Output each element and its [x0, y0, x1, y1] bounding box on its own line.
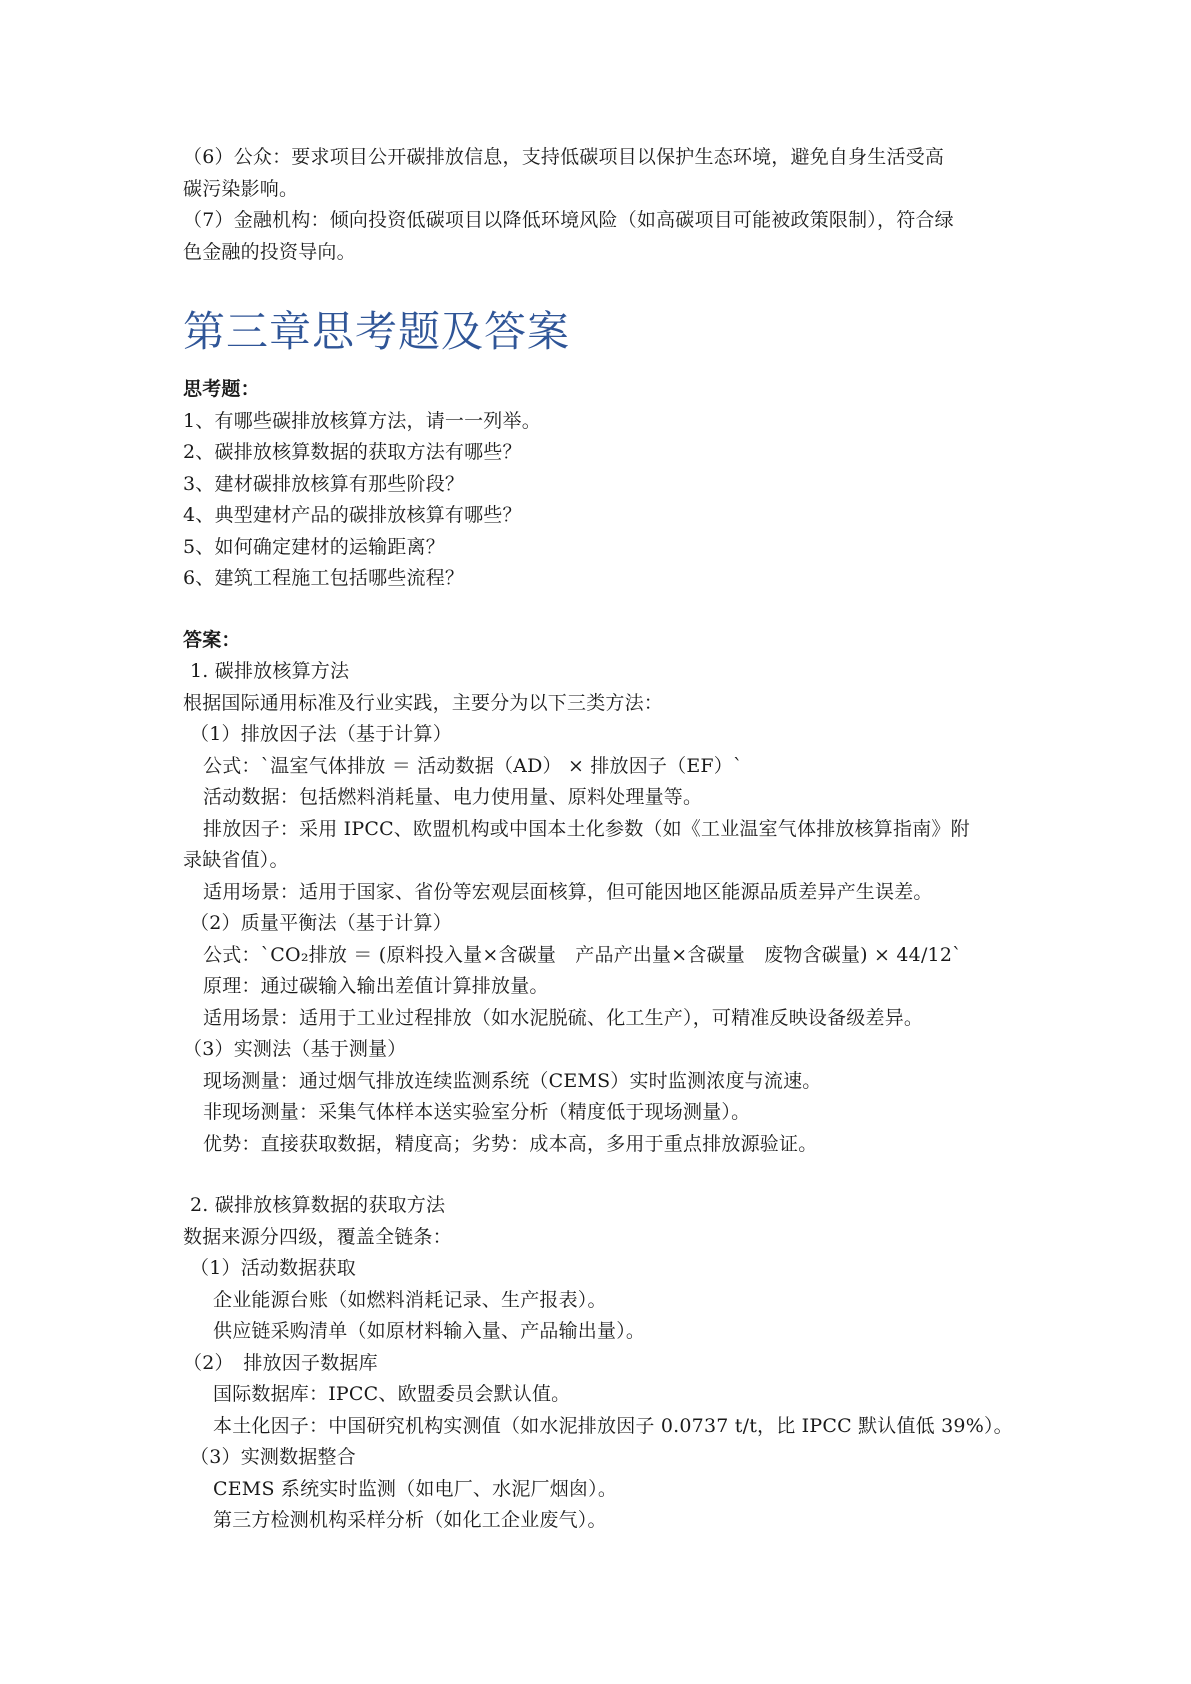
question-item: 6、建筑工程施工包括哪些流程？	[183, 567, 465, 589]
item-6-line-1: （6）公众：要求项目公开碳排放信息，支持低碳项目以保护生态环境，避免自身生活受高	[183, 146, 945, 168]
answer-1-intro: 根据国际通用标准及行业实践，主要分为以下三类方法：	[183, 691, 664, 714]
question-item: 4、典型建材产品的碳排放核算有哪些？	[183, 504, 522, 526]
method-2-title: （2）质量平衡法（基于计算）	[190, 912, 452, 934]
question-item: 3、建材碳排放核算有那些阶段？	[183, 472, 465, 495]
method-3-title: （3）实测法（基于测量）	[183, 1038, 407, 1060]
method-3-onsite: 现场测量：通过烟气排放连续监测系统（CEMS）实时监测浓度与流速。	[203, 1069, 822, 1092]
method-2-scope: 适用场景：适用于工业过程排放（如水泥脱硫、化工生产），可精准反映设备级差异。	[203, 1006, 924, 1029]
item-7-line-1: （7）金融机构：倾向投资低碳项目以降低环境风险（如高碳项目可能被政策限制），符合绿	[183, 209, 954, 231]
answer-2-intro: 数据来源分四级，覆盖全链条：	[183, 1225, 452, 1248]
item-7-line-2: 色金融的投资导向。	[183, 240, 356, 263]
question-item: 5、如何确定建材的运输距离？	[183, 535, 445, 558]
method-3-offsite: 非现场测量：采集气体样本送实验室分析（精度低于现场测量）。	[203, 1101, 751, 1123]
source-2-item: 本土化因子：中国研究机构实测值（如水泥排放因子 0.0737 t/t，比 IPCC 默认值低 39%）。	[213, 1414, 1013, 1437]
source-3-item: 第三方检测机构采样分析（如化工企业废气）。	[213, 1509, 607, 1531]
source-1-item: 企业能源台账（如燃料消耗记录、生产报表）。	[213, 1288, 607, 1311]
method-1-factor-line-2: 录缺省值）。	[183, 849, 289, 871]
method-2-formula: 公式：`CO₂排放 ＝ (原料投入量×含碳量 产品产出量×含碳量 废物含碳量) × 44/12`	[203, 943, 962, 966]
answer-2-title: 2. 碳排放核算数据的获取方法	[190, 1194, 446, 1216]
question-item: 2、碳排放核算数据的获取方法有哪些？	[183, 441, 522, 463]
source-3-item: CEMS 系统实时监测（如电厂、水泥厂烟囱）。	[213, 1477, 618, 1500]
document-body	[183, 142, 1023, 1537]
source-1-title: （1）活动数据获取	[190, 1257, 356, 1279]
question-item: 1、有哪些碳排放核算方法，请一一列举。	[183, 409, 541, 432]
item-6-line-2: 碳污染影响。	[183, 177, 299, 200]
method-1-title: （1）排放因子法（基于计算）	[190, 723, 452, 745]
chapter-title: 第三章思考题及答案	[183, 307, 571, 356]
source-1-item: 供应链采购清单（如原材料输入量、产品输出量）。	[213, 1320, 646, 1342]
method-2-principle: 原理：通过碳输入输出差值计算排放量。	[203, 975, 549, 997]
answer-1-title: 1. 碳排放核算方法	[190, 660, 350, 682]
method-1-scope: 适用场景：适用于国家、省份等宏观层面核算，但可能因地区能源品质差异产生误差。	[203, 880, 933, 903]
source-2-title: （2） 排放因子数据库	[183, 1351, 378, 1374]
questions-heading: 思考题：	[183, 378, 260, 400]
source-3-title: （3）实测数据整合	[190, 1446, 356, 1468]
method-3-pros: 优势：直接获取数据，精度高；劣势：成本高，多用于重点排放源验证。	[203, 1132, 818, 1155]
method-1-factor-line-1: 排放因子：采用 IPCC、欧盟机构或中国本土化参数（如《工业温室气体排放核算指南》附	[203, 817, 970, 840]
method-1-activity: 活动数据：包括燃料消耗量、电力使用量、原料处理量等。	[203, 786, 703, 808]
source-2-item: 国际数据库：IPCC、欧盟委员会默认值。	[213, 1383, 571, 1405]
method-1-formula: 公式：`温室气体排放 ＝ 活动数据（AD） × 排放因子（EF）`	[203, 754, 743, 777]
answers-heading: 答案：	[183, 628, 241, 651]
